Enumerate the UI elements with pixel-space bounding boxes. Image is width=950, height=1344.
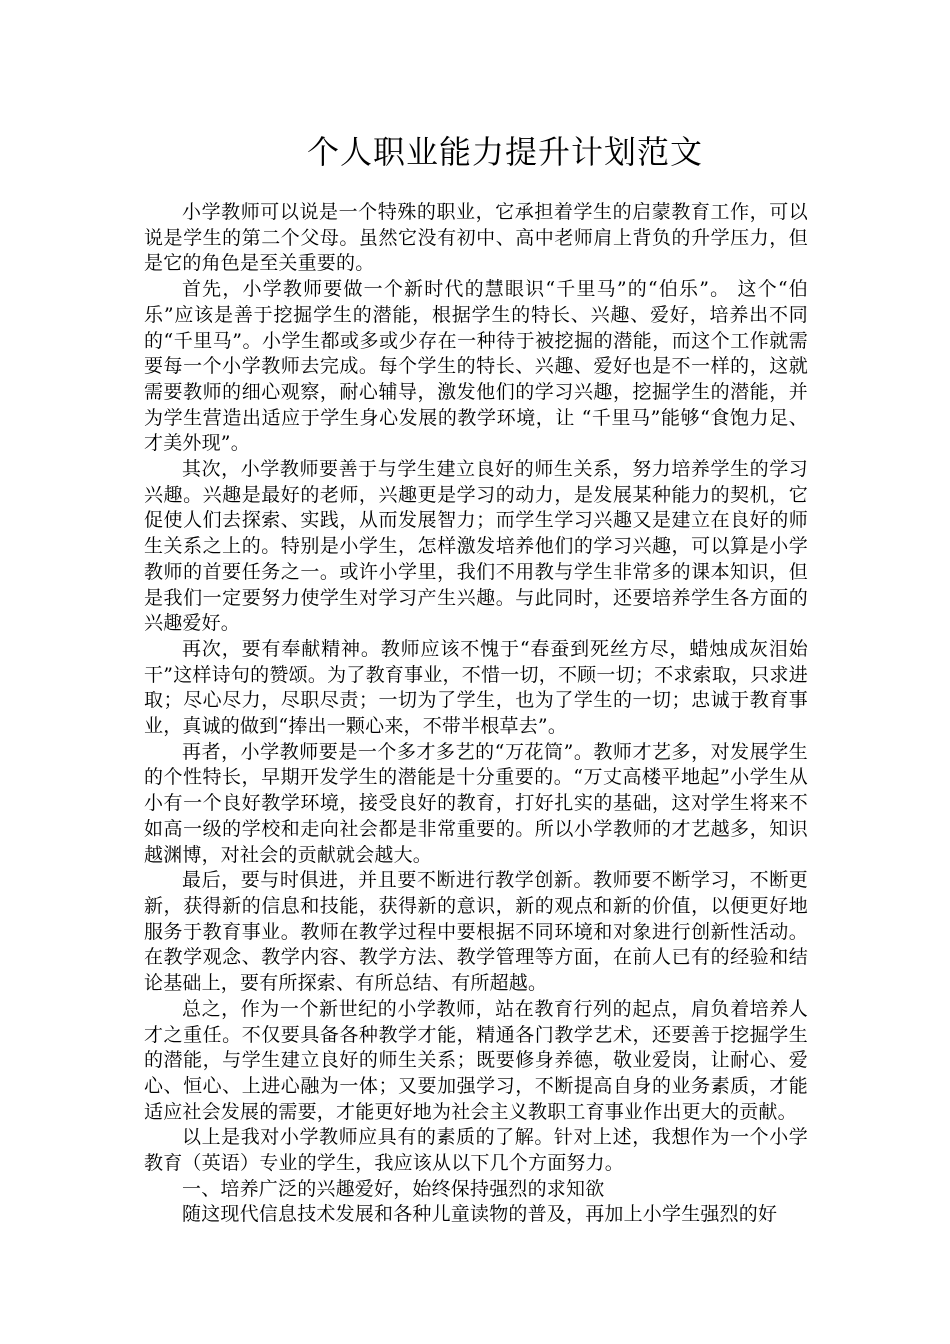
paragraph-intro: 小学教师可以说是一个特殊的职业，它承担着学生的启蒙教育工作，可以说是学生的第二个父母。虽然它没有初中、高中老师肩上背负的升学压力，但是它的角色是至关重要的。: [144, 201, 808, 275]
paragraph-third: 再次，要有奉献精神。教师应该不愧于“春蚕到死丝方尽，蜡烛成灰泪始干”这样诗句的赞颂。为了教育事业，不惜一切，不顾一切；不求索取，只求进取；尽心尽力，尽职尽责；一切为了学生，也为了学生的一切；忠诚于教育事业，真诚的做到“捧出一颗心来，不带半根草去”。: [144, 637, 808, 738]
section-heading-one: 一、培养广泛的兴趣爱好，始终保持强烈的求知欲: [182, 1177, 605, 1200]
paragraph-plan-intro: 以上是我对小学教师应具有的素质的了解。针对上述，我想作为一个小学教育（英语）专业的学生，我应该从以下几个方面努力。: [144, 1126, 808, 1175]
document-body: [144, 200, 808, 1228]
document-title: 个人职业能力提升计划范文: [306, 133, 703, 171]
paragraph-section-one: 随这现代信息技术发展和各种儿童读物的普及，再加上小学生强烈的好: [182, 1203, 778, 1226]
paragraph-first: 首先，小学教师要做一个新时代的慧眼识“千里马”的“伯乐”。 这个“伯乐”应该是善于挖掘学生的潜能，根据学生的特长、兴趣、爱好，培养出不同的“千里马”。小学生都或多或少存在一种待于被挖掘的潜能，而这个工作就需要每一个小学教师去完成。每个学生的特长、兴趣、爱好也是不一样的，这就需要教师的细心观察，耐心辅导，激发他们的学习兴趣，挖掘学生的潜能，并为学生营造出适应于学生身心发展的教学环境，让 “千里马”能够“食饱力足、才美外现”。: [144, 278, 808, 455]
paragraph-second: 其次，小学教师要善于与学生建立良好的师生关系，努力培养学生的学习兴趣。兴趣是最好的老师，兴趣更是学习的动力，是发展某种能力的契机，它促使人们去探索、实践，从而发展智力；而学生学习兴趣又是建立在良好的师生关系之上的。特别是小学生，怎样激发培养他们的学习兴趣，可以算是小学教师的首要任务之一。或许小学里，我们不用教与学生非常多的课本知识，但是我们一定要努力使学生对学习产生兴趣。与此同时，还要培养学生各方面的兴趣爱好。: [144, 458, 808, 635]
paragraph-summary: 总之，作为一个新世纪的小学教师，站在教育行列的起点，肩负着培养人才之重任。不仅要具备各种教学才能，精通各门教学艺术，还要善于挖掘学生的潜能，与学生建立良好的师生关系；既要修身养德，敬业爱岗，让耐心、爱心、恒心、上进心融为一体；又要加强学习，不断提高自身的业务素质，才能适应社会发展的需要，才能更好地为社会主义教职工育事业作出更大的贡献。: [144, 997, 808, 1123]
paragraph-fourth: 再者，小学教师要是一个多才多艺的“万花筒”。教师才艺多，对发展学生的个性特长，早期开发学生的潜能是十分重要的。“万丈高楼平地起”小学生从小有一个良好教学环境，接受良好的教育，打好扎实的基础，这对学生将来不如高一级的学校和走向社会都是非常重要的。所以小学教师的才艺越多，知识越渊博，对社会的贡献就会越大。: [144, 740, 808, 866]
paragraph-last: 最后，要与时俱进，并且要不断进行教学创新。教师要不断学习，不断更新，获得新的信息和技能，获得新的意识，新的观点和新的价值，以便更好地服务于教育事业。教师在教学过程中要根据不同环境和对象进行创新性活动。在教学观念、教学内容、教学方法、教学管理等方面，在前人已有的经验和结论基础上，要有所探索、有所总结、有所超越。: [144, 869, 808, 995]
